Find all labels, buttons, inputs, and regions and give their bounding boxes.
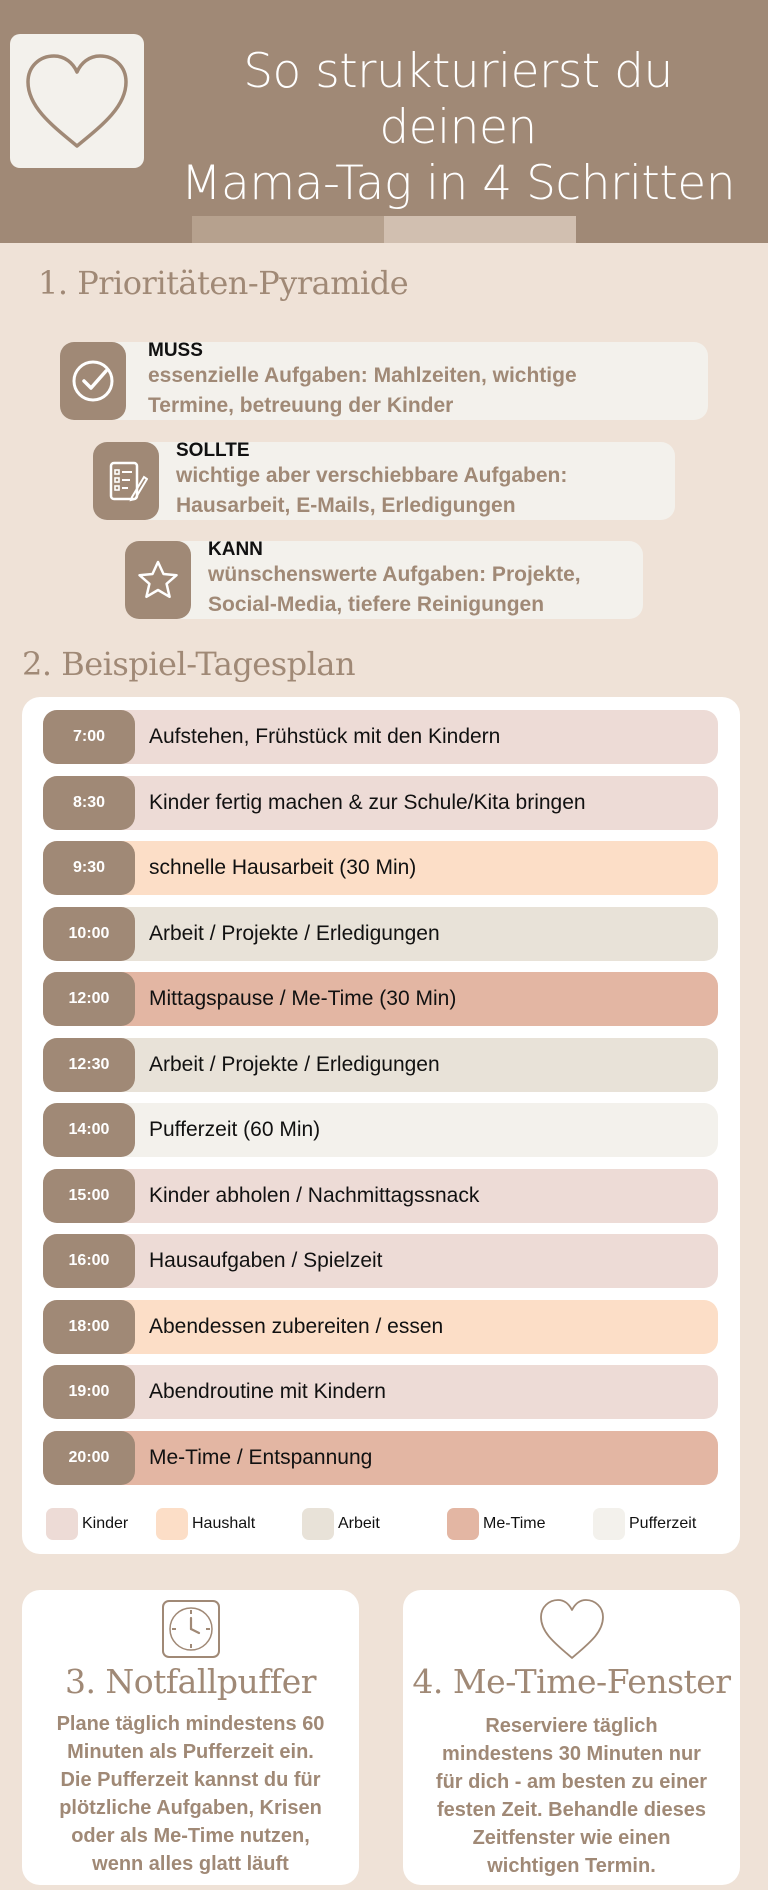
schedule-activity: Mittagspause / Me-Time (30 Min) [149, 987, 457, 1010]
schedule-row [43, 710, 718, 764]
schedule-row [43, 1300, 718, 1354]
schedule-activity: Abendessen zubereiten / essen [149, 1314, 444, 1338]
clock-icon [160, 1598, 222, 1660]
decor-bar-right [384, 216, 576, 243]
schedule-row [43, 1103, 718, 1157]
schedule-activity: schnelle Hausarbeit (30 Min) [149, 856, 417, 879]
priority-title-kann: KANN [208, 539, 263, 560]
schedule-time: 10:00 [43, 907, 135, 961]
legend-swatch [46, 1508, 78, 1540]
schedule-activity: Abendroutine mit Kindern [149, 1380, 386, 1403]
schedule-activity: Kinder abholen / Nachmittagssnack [149, 1183, 480, 1207]
text-line: für dich - am besten zu einer [435, 1771, 708, 1793]
text-line: Reserviere täglich [485, 1715, 658, 1737]
schedule-activity: Pufferzeit (60 Min) [149, 1118, 321, 1141]
schedule-activity: Hausaufgaben / Spielzeit [149, 1249, 383, 1272]
schedule-time: 7:00 [43, 710, 135, 764]
priority-icon-box-kann [125, 541, 191, 619]
card-me-time-fenster [403, 1590, 740, 1885]
schedule-row [43, 1431, 718, 1485]
schedule-time: 16:00 [43, 1234, 135, 1288]
schedule-row [43, 1365, 718, 1419]
text-line: Minuten als Pufferzeit ein. [67, 1741, 314, 1763]
schedule-row [43, 1169, 718, 1223]
text-line: mindestens 30 Minuten nur [442, 1743, 701, 1765]
schedule-activity: Arbeit / Projekte / Erledigungen [149, 921, 440, 945]
priority-desc-muss-line1: essenzielle Aufgaben: Mahlzeiten, wichtige [148, 364, 577, 387]
schedule-time: 8:30 [43, 776, 135, 830]
legend-swatch [302, 1508, 334, 1540]
legend-swatch [447, 1508, 479, 1540]
priority-desc-kann [208, 560, 581, 620]
legend-swatch [593, 1508, 625, 1540]
legend-swatch [156, 1508, 188, 1540]
priority-desc-sollte-line2: Hausarbeit, E-Mails, Erledigungen [176, 494, 516, 517]
card-notfallpuffer [22, 1590, 359, 1885]
card-me-time-title: 4. Me-Time-Fenster [412, 1662, 731, 1701]
priority-desc-sollte-line1: wichtige aber verschiebbare Aufgaben: [176, 464, 568, 487]
priority-desc-muss-line2: Termine, betreuung der Kinder [148, 394, 454, 417]
section-heading-pyramid: 1. Prioritäten-Pyramide [38, 264, 409, 302]
schedule-activity: Me-Time / Entspannung [149, 1445, 373, 1469]
schedule-time: 12:00 [43, 972, 135, 1026]
decor-bar-left [192, 216, 384, 243]
text-line: oder als Me-Time nutzen, [71, 1825, 310, 1847]
schedule-row [43, 1234, 718, 1288]
schedule-time: 15:00 [43, 1169, 135, 1223]
schedule-row [43, 841, 718, 895]
schedule-activity: Arbeit / Projekte / Erledigungen [149, 1052, 440, 1076]
logo-box [10, 34, 144, 168]
legend-label: Arbeit [338, 1515, 380, 1532]
star-icon [136, 558, 180, 602]
text-line: plötzliche Aufgaben, Krisen [59, 1797, 322, 1819]
schedule-row [43, 1038, 718, 1092]
priority-desc-kann-line1: wünschenswerte Aufgaben: Projekte, [208, 563, 581, 586]
priority-title-muss: MUSS [148, 340, 203, 361]
text-line: Zeitfenster wie einen [472, 1827, 671, 1849]
page-title-line2: Mama-Tag in 4 Schritten [181, 156, 735, 211]
schedule-activity: Kinder fertig machen & zur Schule/Kita bringen [149, 790, 586, 814]
schedule-row [43, 907, 718, 961]
card-notfallpuffer-title: 3. Notfallpuffer [64, 1662, 317, 1701]
schedule-time: 12:30 [43, 1038, 135, 1092]
schedule-activity: Aufstehen, Frühstück mit den Kindern [149, 725, 501, 748]
priority-desc-sollte [176, 461, 567, 521]
text-line: wenn alles glatt läuft [92, 1853, 289, 1875]
schedule-row [43, 776, 718, 830]
text-line: wichtigen Termin. [487, 1855, 656, 1877]
text-line: Plane täglich mindestens 60 [56, 1713, 325, 1735]
schedule-time: 18:00 [43, 1300, 135, 1354]
text-line: festen Zeit. Behandle dieses [437, 1799, 706, 1821]
heart-outline-icon [538, 1596, 606, 1662]
legend-label: Haushalt [192, 1515, 256, 1532]
priority-desc-muss [148, 361, 577, 421]
schedule-time: 19:00 [43, 1365, 135, 1419]
heart-outline-icon [20, 48, 134, 156]
page-title [158, 44, 758, 212]
section-heading-schedule: 2. Beispiel-Tagesplan [22, 645, 356, 683]
page-title-line1: So strukturierst du deinen [243, 44, 673, 155]
priority-icon-box-muss [60, 342, 126, 420]
schedule-time: 14:00 [43, 1103, 135, 1157]
legend-label: Pufferzeit [629, 1515, 697, 1532]
schedule-time: 9:30 [43, 841, 135, 895]
text-line: Die Pufferzeit kannst du für [60, 1769, 321, 1791]
priority-title-sollte: SOLLTE [176, 440, 250, 461]
header-banner [0, 0, 768, 243]
priority-icon-box-sollte [93, 442, 159, 520]
checklist-icon [104, 459, 148, 503]
schedule-row [43, 972, 718, 1026]
legend-label: Me-Time [483, 1515, 546, 1532]
card-notfallpuffer-text [32, 1710, 349, 1878]
legend-label: Kinder [82, 1515, 129, 1532]
card-me-time-text [413, 1712, 730, 1880]
priority-desc-kann-line2: Social-Media, tiefere Reinigungen [208, 593, 545, 616]
schedule-time: 20:00 [43, 1431, 135, 1485]
check-circle-icon [71, 359, 115, 403]
